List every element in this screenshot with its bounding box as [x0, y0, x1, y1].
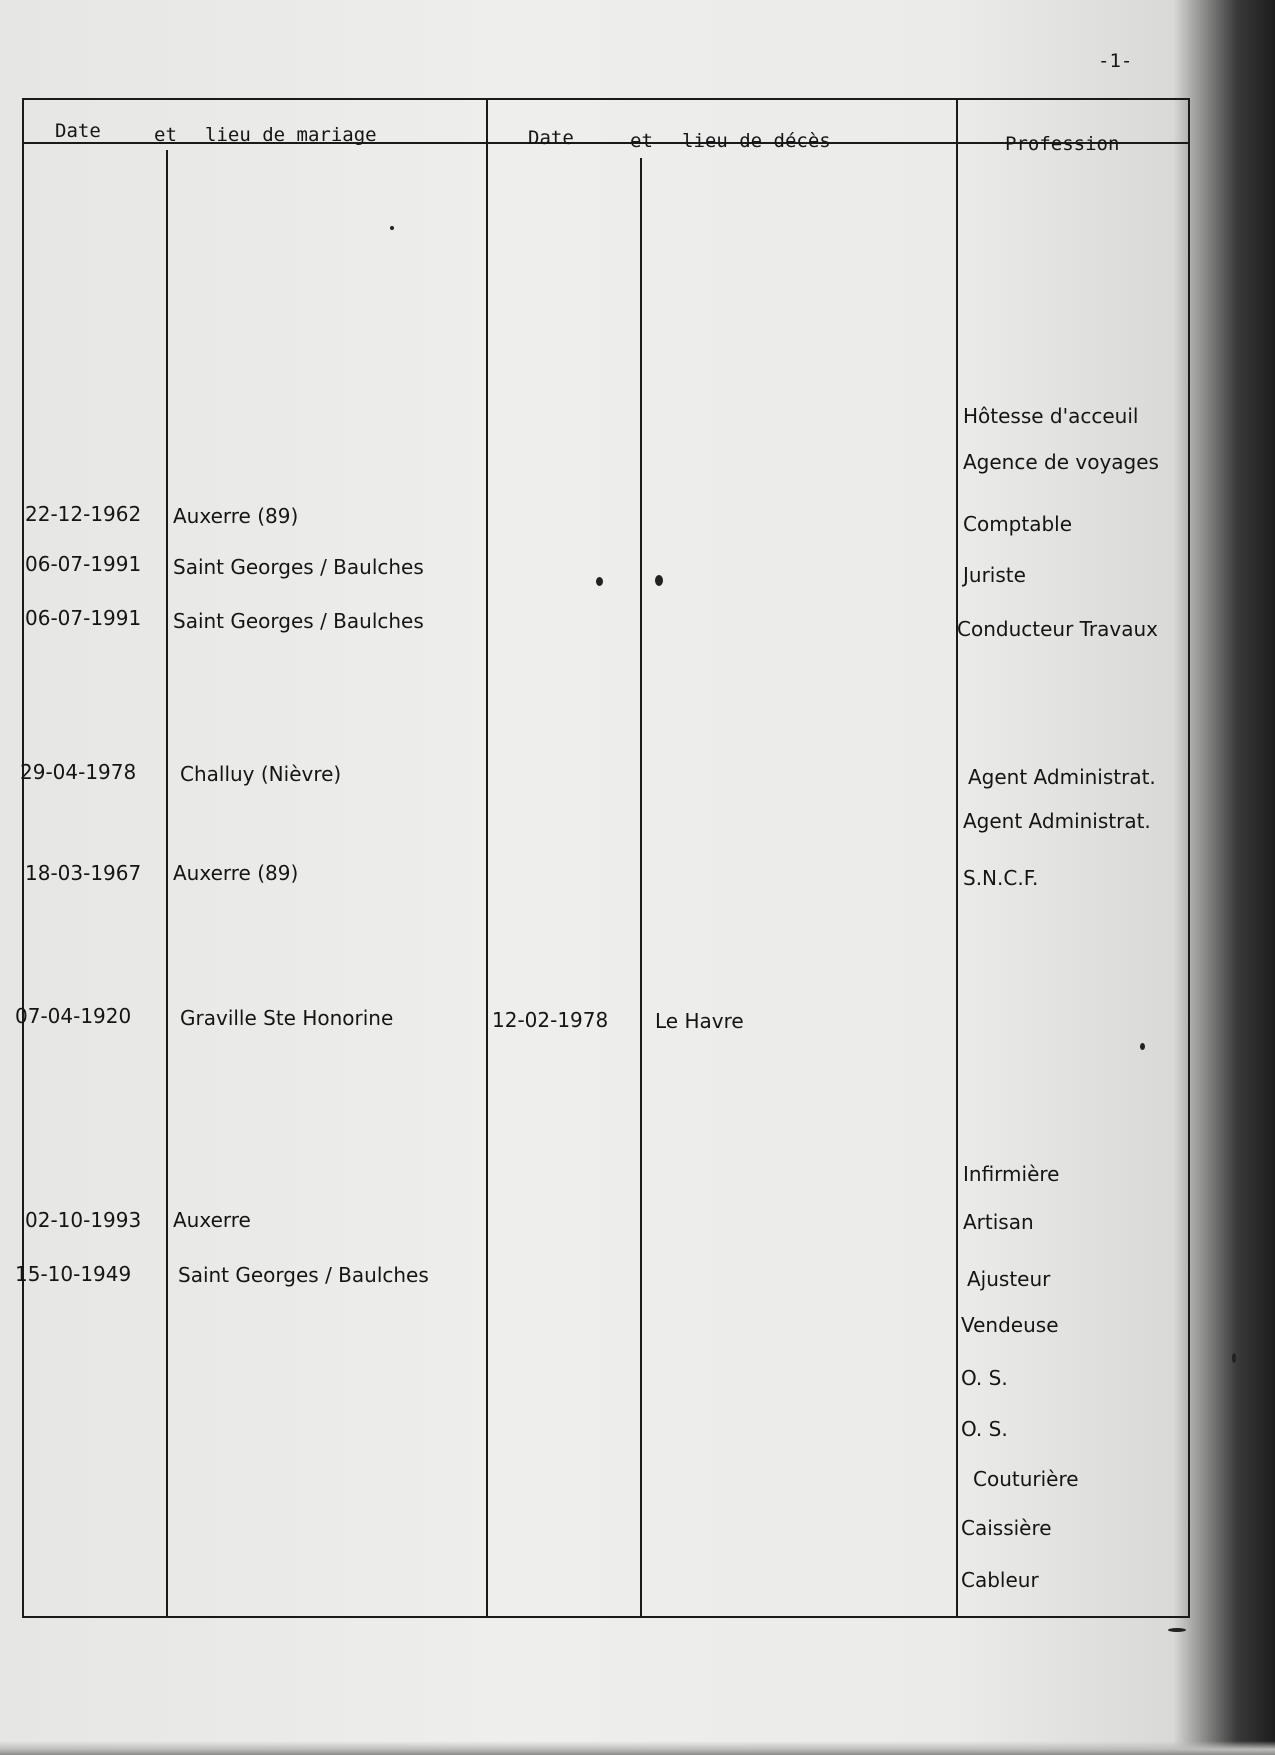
header-death-date: Date [528, 127, 574, 149]
profession-cell: Caissière [961, 1516, 1052, 1540]
marriage-date-cell: 06-07-1991 [25, 606, 142, 630]
header-marriage-et: et [154, 124, 177, 146]
page-bottom-edge [0, 1741, 1275, 1755]
page-number: -1- [1098, 50, 1133, 72]
column-divider-main-left [486, 98, 488, 1618]
marriage-place-cell: Saint Georges / Baulches [173, 609, 424, 633]
profession-cell: Infirmière [963, 1162, 1060, 1186]
header-death-place: lieu de décès [682, 130, 831, 152]
header-marriage-date: Date [55, 120, 101, 142]
ink-speck [1232, 1353, 1236, 1363]
marriage-place-cell: Graville Ste Honorine [180, 1006, 394, 1030]
profession-cell: Artisan [963, 1210, 1034, 1234]
profession-cell: Comptable [963, 512, 1073, 536]
profession-cell: Couturière [973, 1467, 1079, 1491]
death-date-cell: 12-02-1978 [492, 1008, 609, 1032]
marriage-place-cell: Challuy (Nièvre) [180, 762, 342, 786]
genealogy-table [22, 98, 1190, 1618]
marriage-date-cell: 29-04-1978 [20, 760, 137, 784]
ink-speck [1140, 1043, 1145, 1050]
profession-cell: Agence de voyages [963, 450, 1159, 474]
profession-cell: Cableur [961, 1568, 1039, 1592]
death-place-cell: Le Havre [655, 1009, 744, 1033]
profession-cell: O. S. [961, 1366, 1008, 1390]
profession-cell: Agent Administrat. [968, 765, 1156, 789]
marriage-place-cell: Auxerre (89) [173, 504, 299, 528]
profession-cell: Agent Administrat. [963, 809, 1151, 833]
ink-speck [655, 575, 663, 586]
marriage-date-cell: 15-10-1949 [15, 1262, 132, 1286]
marriage-date-cell: 02-10-1993 [25, 1208, 142, 1232]
profession-cell: O. S. [961, 1417, 1008, 1441]
profession-cell: Conducteur Travaux [957, 617, 1159, 641]
marriage-date-cell: 22-12-1962 [25, 502, 142, 526]
profession-cell: Vendeuse [961, 1313, 1059, 1337]
profession-cell: Ajusteur [967, 1267, 1051, 1291]
profession-cell: Hôtesse d'acceuil [963, 404, 1139, 428]
marriage-date-cell: 18-03-1967 [25, 861, 142, 885]
marriage-date-cell: 06-07-1991 [25, 552, 142, 576]
ink-speck [1168, 1628, 1186, 1632]
column-divider-profession [956, 98, 958, 1618]
ink-speck [390, 226, 394, 230]
ink-speck [596, 577, 603, 586]
column-divider-death [640, 158, 642, 1616]
profession-cell: S.N.C.F. [963, 866, 1039, 890]
marriage-date-cell: 07-04-1920 [15, 1004, 132, 1028]
marriage-place-cell: Auxerre (89) [173, 861, 299, 885]
header-marriage-place: lieu de mariage [205, 124, 377, 146]
header-profession: Profession [1005, 133, 1120, 155]
marriage-place-cell: Auxerre [173, 1208, 251, 1232]
column-divider-marriage [166, 150, 168, 1616]
profession-cell: Juriste [963, 563, 1026, 587]
marriage-place-cell: Saint Georges / Baulches [173, 555, 424, 579]
header-death-et: et [630, 130, 653, 152]
marriage-place-cell: Saint Georges / Baulches [178, 1263, 429, 1287]
